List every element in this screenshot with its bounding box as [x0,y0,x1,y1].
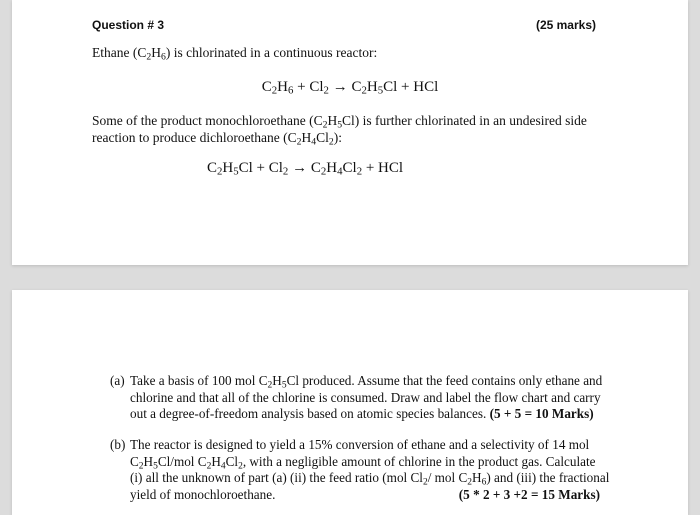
reaction-equation-1: $C_2H_6 + Cl_2 \to C_2H_5Cl$ + HCl [261,79,439,97]
side-reaction-text: Some of the product monochloroethane $(C_2H_5Cl)$ is further chlorinated in an undesired side reaction to produce dichloroethane $(C_2H_4Cl_2)$: [92,113,587,148]
question-heading: Question # 3 [92,18,165,32]
parts-card [12,290,688,515]
intro-text: Ethane $(C_2H_6)$ is chlorinated in a continuous reactor: [92,45,378,63]
question-marks: (25 marks) [535,18,596,32]
question-card [12,0,688,265]
part-b-marks: (5 * 2 + 3 +2 = 15 Marks) [458,486,600,502]
part-b-label: (b) [110,437,126,452]
part-a: (a) Take a basis of 100 mol $C_2H_5Cl$ produced. Assume that the feed contains only ethane and chlorine and that all of the chlorine is consumed. Draw and label the flow chart and carry out a degree-of-freedom analysis based on atomic species balances. (5 + 5 = 10 Marks) [110,373,603,421]
part-a-label: (a) [110,373,125,388]
reaction-equation-2: $C_2H_5Cl + Cl_2 \to C_2H_4Cl_2$ + HCl [206,160,404,178]
part-a-marks: (5 + 5 = 10 Marks) [489,406,594,421]
part-b: (b) The reactor is designed to yield a 15% conversion of ethane and a selectivity of 14 mol $C_2H_5Cl$/mol $C_2H_4Cl_2$, with a negligible amount of chlorine in the product gas. Calculate (i) all the unknown of part (a) (ii) the feed ratio (mol $Cl_2/$ mol $C_2H_6$) and (iii) the fractional yield of monochloroethane. (5 * 2 + 3 +2 = 15 Marks) [110,437,610,502]
